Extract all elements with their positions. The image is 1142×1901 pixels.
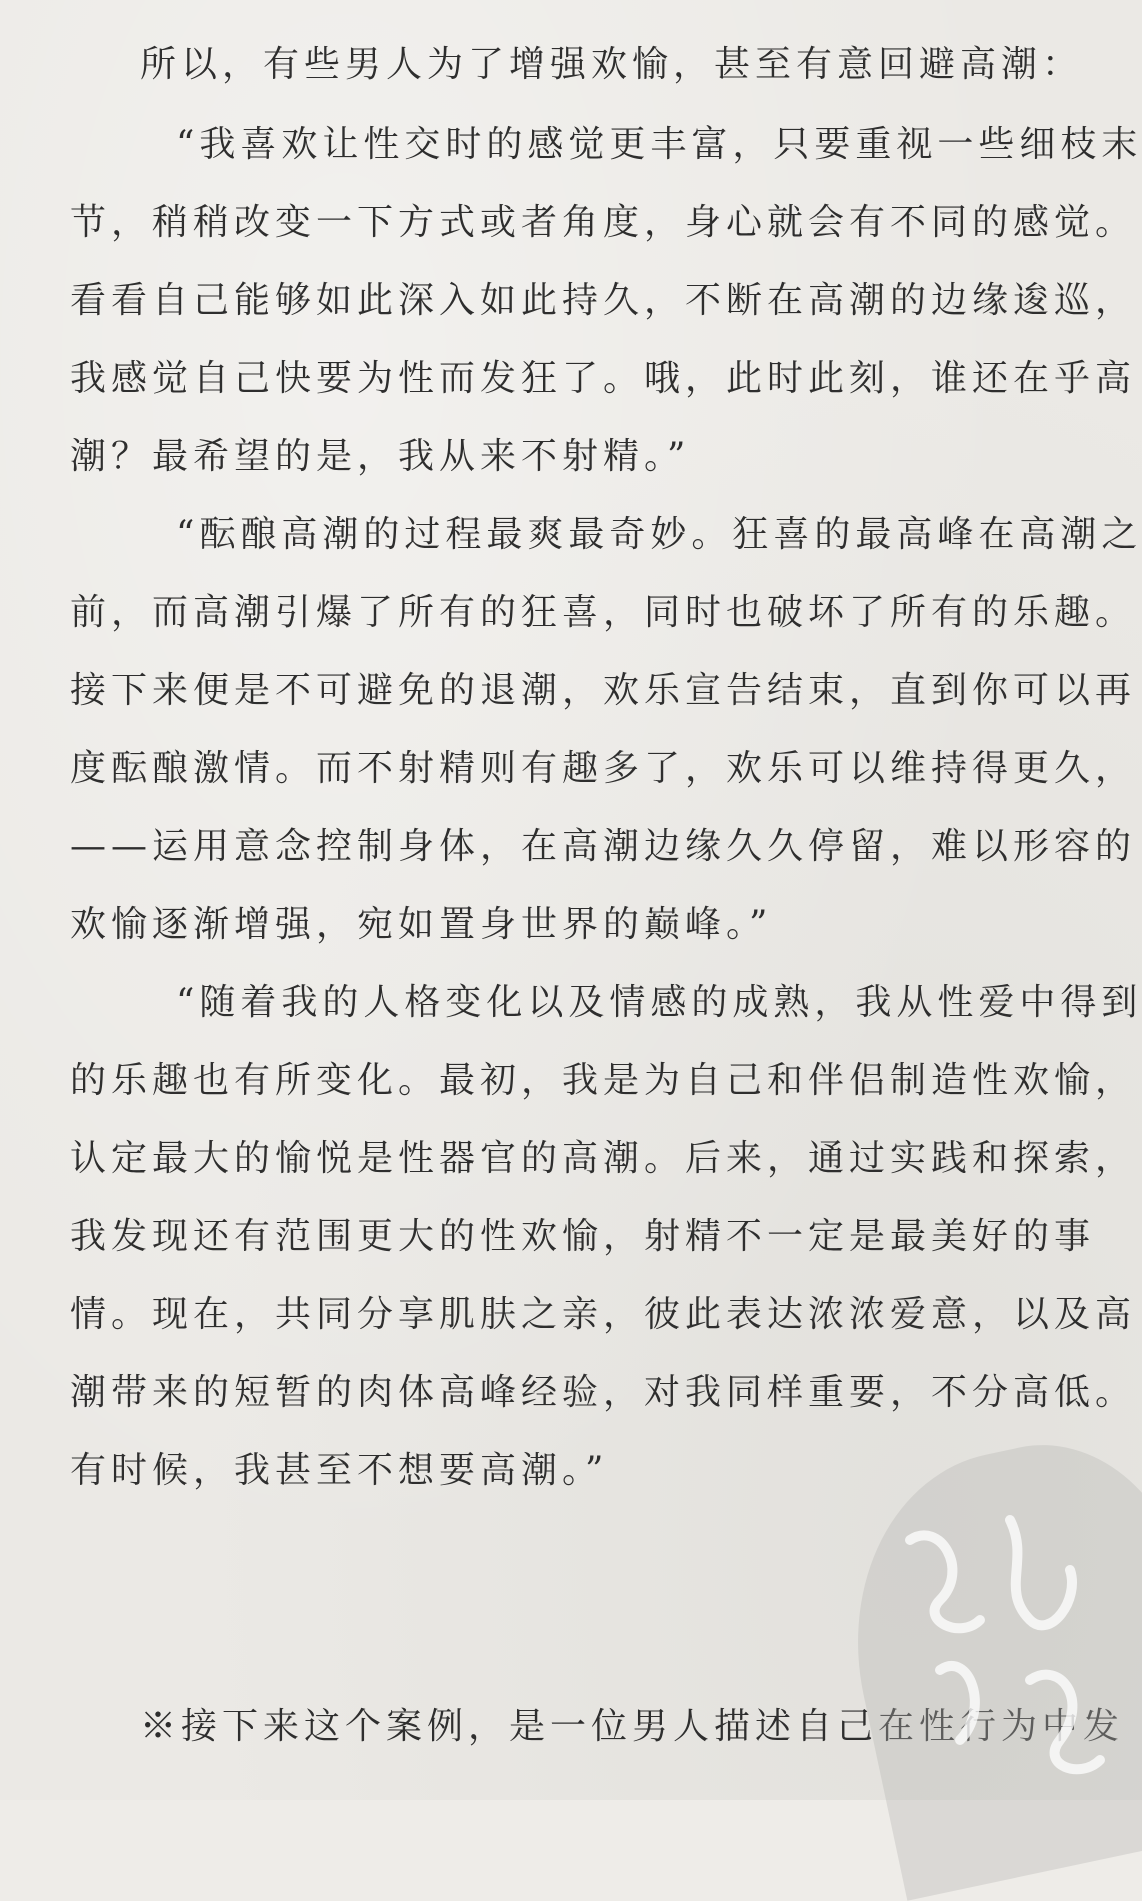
paragraph-1-line-1: 所以，有些男人为了增强欢愉，甚至有意回避高潮：: [140, 44, 1084, 85]
paragraph-4-line-4: 我发现还有范围更大的性欢愉，射精不一定是最美好的事: [70, 1216, 1096, 1257]
paragraph-3-line-5: ——运用意念控制身体，在高潮边缘久久停留，难以形容的: [70, 826, 1137, 867]
paragraph-3-line-6: 欢愉逐渐增强，宛如置身世界的巅峰。”: [70, 904, 773, 945]
paragraph-2-line-4: 我感觉自己快要为性而发狂了。哦，此时此刻，谁还在乎高: [70, 358, 1137, 399]
paragraph-4-line-7: 有时候，我甚至不想要高潮。”: [70, 1450, 609, 1491]
paragraph-2-line-3: 看看自己能够如此深入如此持久，不断在高潮的边缘逡巡，: [70, 280, 1137, 321]
paragraph-5-line-1: ※接下来这个案例，是一位男人描述自己在性行为中发: [140, 1706, 1125, 1747]
paragraph-4-line-1: “随着我的人格变化以及情感的成熟，我从性爱中得到: [176, 982, 1142, 1023]
paragraph-4-line-3: 认定最大的愉悦是性器官的高潮。后来，通过实践和探索，: [70, 1138, 1137, 1179]
paragraph-2-line-5: 潮？最希望的是，我从来不射精。”: [70, 436, 691, 477]
paragraph-3-line-3: 接下来便是不可避免的退潮，欢乐宣告结束，直到你可以再: [70, 670, 1137, 711]
paragraph-2-line-1: “我喜欢让性交时的感觉更丰富，只要重视一些细枝末: [176, 124, 1142, 165]
paragraph-4-line-2: 的乐趣也有所变化。最初，我是为自己和伴侣制造性欢愉，: [70, 1060, 1137, 1101]
seal-calligraphy-mark: [880, 1480, 1140, 1790]
paragraph-3-line-2: 前，而高潮引爆了所有的狂喜，同时也破坏了所有的乐趣。: [70, 592, 1137, 633]
paragraph-4-line-6: 潮带来的短暂的肉体高峰经验，对我同样重要，不分高低。: [70, 1372, 1137, 1413]
paragraph-3-line-4: 度酝酿激情。而不射精则有趣多了，欢乐可以维持得更久，: [70, 748, 1137, 789]
paragraph-3-line-1: “酝酿高潮的过程最爽最奇妙。狂喜的最高峰在高潮之: [176, 514, 1142, 555]
paragraph-2-line-2: 节，稍稍改变一下方式或者角度，身心就会有不同的感觉。: [70, 202, 1137, 243]
paragraph-4-line-5: 情。现在，共同分享肌肤之亲，彼此表达浓浓爱意，以及高: [70, 1294, 1137, 1335]
